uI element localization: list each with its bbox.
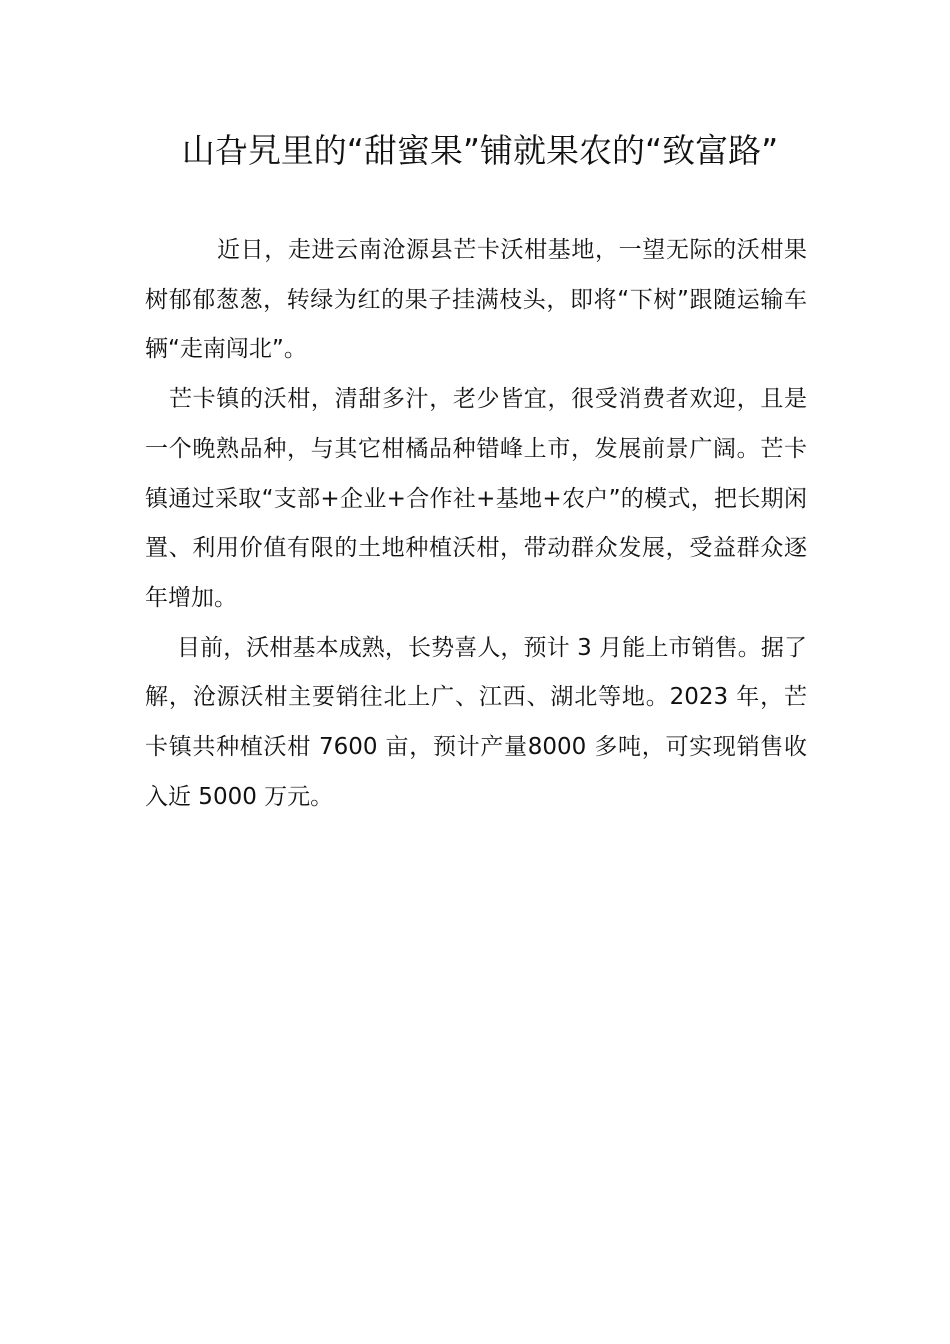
paragraph-2: 芒卡镇的沃柑，清甜多汁，老少皆宜，很受消费者欢迎，且是一个晚熟品种，与其它柑橘品种错峰上市，发展前景广阔。芒卡镇通过采取“支部+企业+合作社+基地+农户”的模式，把长期闲置、利用价值有限的土地种植沃柑，带动群众发展，受益群众逐年增加。 bbox=[145, 386, 807, 611]
paragraph-1: 近日，走进云南沧源县芒卡沃柑基地，一望无际的沃柑果树郁郁葱葱，转绿为红的果子挂满枝头，即将“下树”跟随运输车辆“走南闯北”。 bbox=[145, 237, 807, 363]
article-title: 山旮旯里的“甜蜜果”铺就果农的“致富路” bbox=[181, 131, 779, 170]
article-body bbox=[145, 226, 807, 822]
paragraph-3: 目前，沃柑基本成熟，长势喜人，预计 3 月能上市销售。据了解，沧源沃柑主要销往北上广、江西、湖北等地。2023 年，芒卡镇共种植沃柑 7600 亩，预计产量8000 多吨，可实现销售收入近 5000 万元。 bbox=[145, 634, 807, 810]
